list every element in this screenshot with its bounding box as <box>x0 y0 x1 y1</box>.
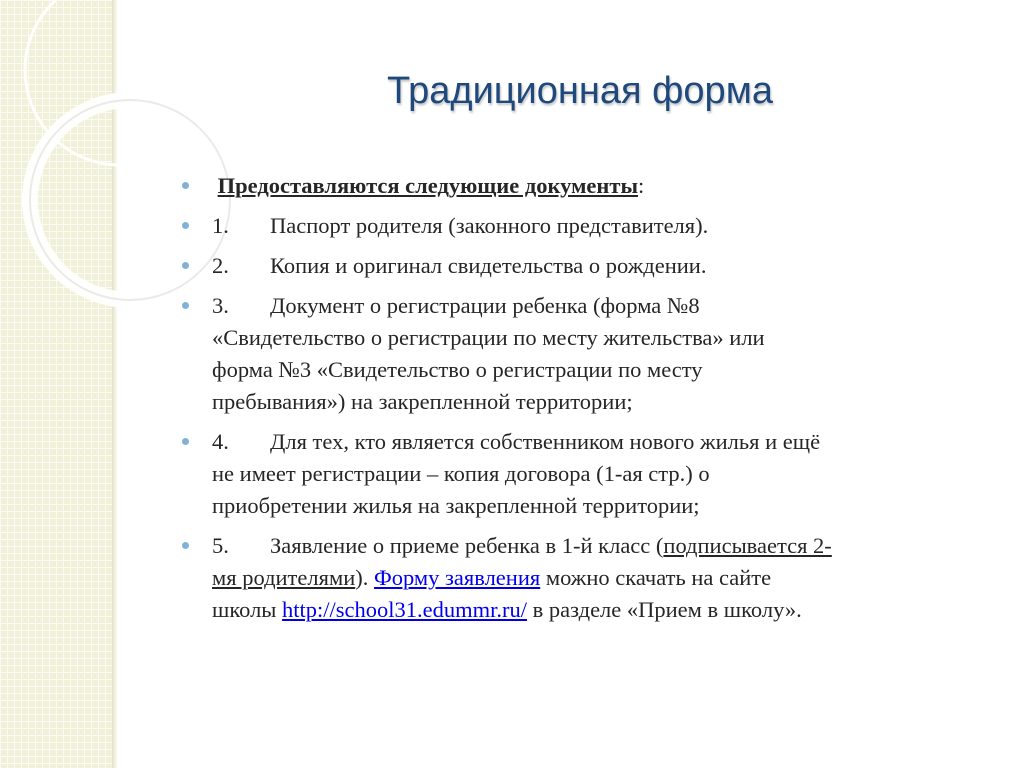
item-number: 1. <box>212 213 229 238</box>
item-number: 3. <box>212 293 229 318</box>
item-text: «Свидетельство о регистрации по месту жительства» или <box>212 325 765 350</box>
item-text: Заявление о приеме ребенка в 1-й класс ( <box>270 533 664 558</box>
item-text: Документ о регистрации ребенка (форма №8 <box>270 293 700 318</box>
item-text: Копия и оригинал свидетельства о рождении. <box>270 253 707 278</box>
item-text: в разделе «Прием в школу». <box>527 597 802 622</box>
signature-note: мя родителями <box>212 565 356 590</box>
intro-label: Предоставляются следующие документы <box>217 173 639 198</box>
item-text: приобретении жилья на закрепленной территории; <box>212 493 700 518</box>
intro-colon: : <box>638 173 645 198</box>
application-form-link[interactable]: Форму заявления <box>373 565 541 590</box>
document-list <box>180 170 1000 634</box>
item-number: 4. <box>212 429 229 454</box>
item-text: пребывания») на закрепленной территории; <box>212 389 633 414</box>
item-text: не имеет регистрации – копия договора (1-ая стр.) о <box>212 461 710 486</box>
item-text: школы <box>212 597 283 622</box>
list-item <box>180 250 1000 282</box>
list-item-intro <box>180 170 1000 202</box>
list-item <box>180 530 1000 626</box>
school-website-link[interactable]: http://school31.edummr.ru/ <box>282 597 528 622</box>
item-text: ). <box>355 565 374 590</box>
signature-note: подписывается 2- <box>663 533 832 558</box>
list-item <box>180 426 1000 522</box>
list-item <box>180 290 1000 418</box>
list-item <box>180 210 1000 242</box>
item-text: Для тех, кто является собственником нового жилья и ещё <box>270 429 821 454</box>
slide-title: Традиционная форма <box>387 70 773 112</box>
item-text: форма №3 «Свидетельство о регистрации по месту <box>212 357 703 382</box>
item-number: 5. <box>212 533 229 558</box>
item-text: можно скачать на сайте <box>540 565 772 590</box>
item-text: Паспорт родителя (законного представителя). <box>270 213 709 238</box>
item-number: 2. <box>212 253 229 278</box>
